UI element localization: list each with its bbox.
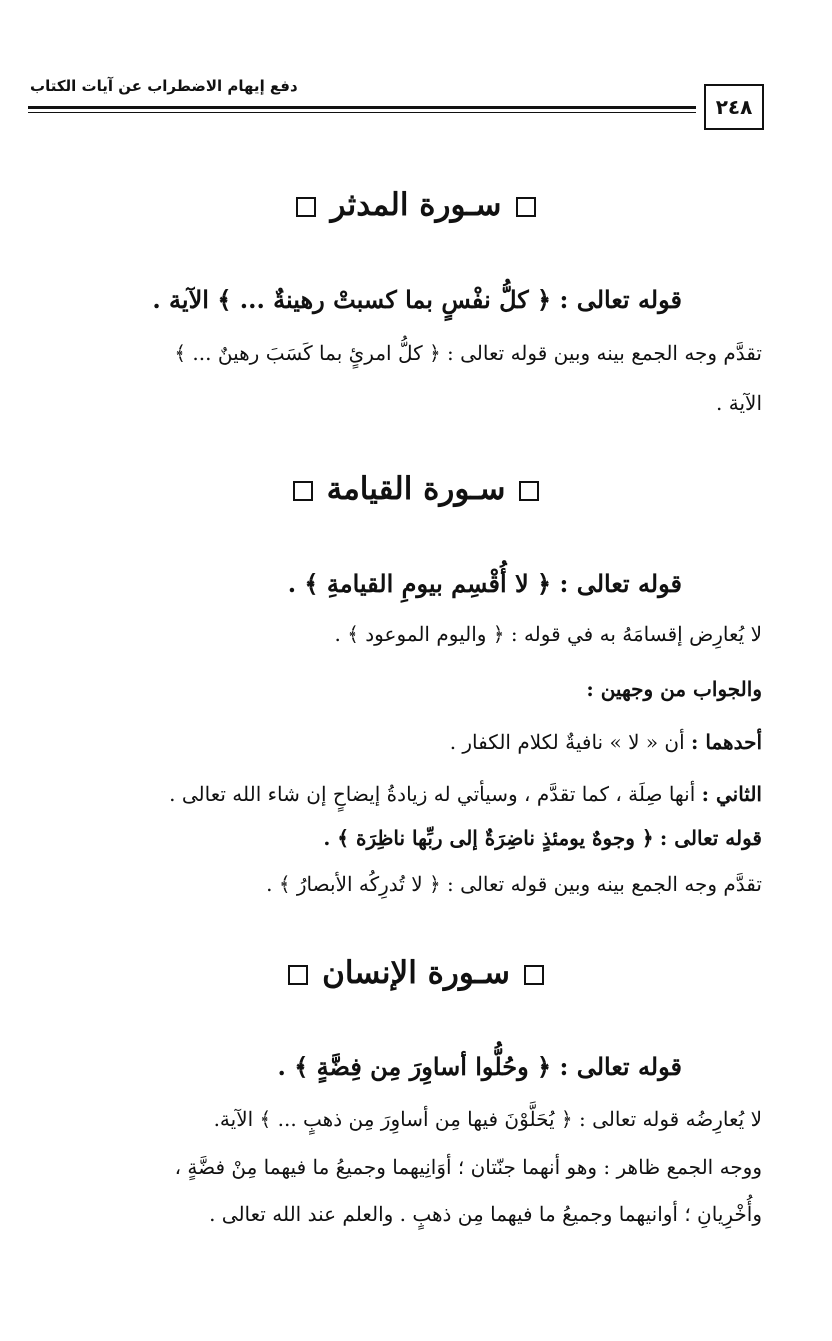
verse-text: ﴿ كلُّ نفْسٍ بما كسبتْ رهينةٌ ... ﴾ الآية . [152,285,552,314]
verse-lead: قوله تعالى : [659,826,762,850]
commentary-text: تقدَّم وجه الجمع بينه وبين قوله تعالى : ﴿ كلُّ امرئٍ بما كَسَبَ رهينٌ ... ﴾ [174,341,762,365]
verse-lead: قوله تعالى : [559,569,682,598]
commentary-text: لا يُعارِضُه قوله تعالى : ﴿ يُحَلَّوْنَ فيها مِن أساوِرَ مِن ذهبٍ ... ﴾ الآية. [213,1107,762,1131]
verse-line [278,1053,682,1082]
commentary-text: الآية . [716,391,762,415]
commentary-lead: والجواب من وجهين : [586,677,762,701]
square-ornament-icon [516,197,536,217]
commentary-line [40,782,762,806]
verse-line [152,286,682,315]
square-ornament-icon [524,965,544,985]
sura-heading-muddaththir [0,187,832,223]
commentary-text: ووجه الجمع ظاهر : وهو أنهما جنّتان ؛ أوَانِيهما وجميعُ ما فيهما مِنْ فضَّةٍ ، [174,1155,762,1179]
commentary-line [586,677,762,701]
verse-lead: قوله تعالى : [559,1052,682,1081]
commentary-line [40,1155,762,1179]
header-rule-thin [28,112,696,113]
running-header-title: دفع إيهام الاضطراب عن آيات الكتاب [30,77,298,95]
commentary-lead: الثاني : [701,782,762,806]
commentary-line [40,1202,762,1226]
sura-heading-text: سـورة القيامة [326,471,506,507]
page-number: ٢٤٨ [704,84,764,130]
verse-text: ﴿ وجوهٌ يومئذٍ ناضِرَةٌ إلى ربِّها ناظِرَة ﴾ . [323,826,654,850]
sura-heading-qiyamah [0,471,832,507]
sura-heading-text: سـورة المدثر [330,187,502,223]
commentary-line [334,622,762,646]
commentary-line [174,341,762,365]
square-ornament-icon [296,197,316,217]
commentary-line [450,730,762,754]
commentary-lead: أحدهما : [691,730,762,754]
verse-lead: قوله تعالى : [559,285,682,314]
verse-line [288,570,682,599]
commentary-text: وأُخْرِيانِ ؛ أوانيهما وجميعُ ما فيهما مِن ذهبٍ . والعلم عند الله تعالى . [209,1202,762,1226]
verse-text: ﴿ وحُلُّوا أساوِرَ مِن فِضَّةٍ ﴾ . [277,1052,552,1081]
commentary-text: لا يُعارِض إقسامَهُ به في قوله : ﴿ واليوم الموعود ﴾ . [334,622,762,646]
commentary-line [716,391,762,415]
commentary-text: أن « لا » نافيةٌ لكلام الكفار . [449,730,685,754]
verse-line [323,826,762,850]
commentary-text: تقدَّم وجه الجمع بينه وبين قوله تعالى : ﴿ لا تُدرِكُه الأبصارُ ﴾ . [266,872,762,896]
commentary-text: أنها صِلَة ، كما تقدَّم ، وسيأتي له زيادةُ إيضاحٍ إن شاء الله تعالى . [169,782,696,806]
square-ornament-icon [288,965,308,985]
commentary-line [40,1107,762,1131]
header-rule [28,106,696,109]
square-ornament-icon [519,481,539,501]
sura-heading-insan [0,955,832,991]
sura-heading-text: سـورة الإنسان [322,955,510,991]
verse-text: ﴿ لا أُقْسِم بيومِ القيامةِ ﴾ . [287,569,552,598]
square-ornament-icon [293,481,313,501]
commentary-line [40,872,762,896]
